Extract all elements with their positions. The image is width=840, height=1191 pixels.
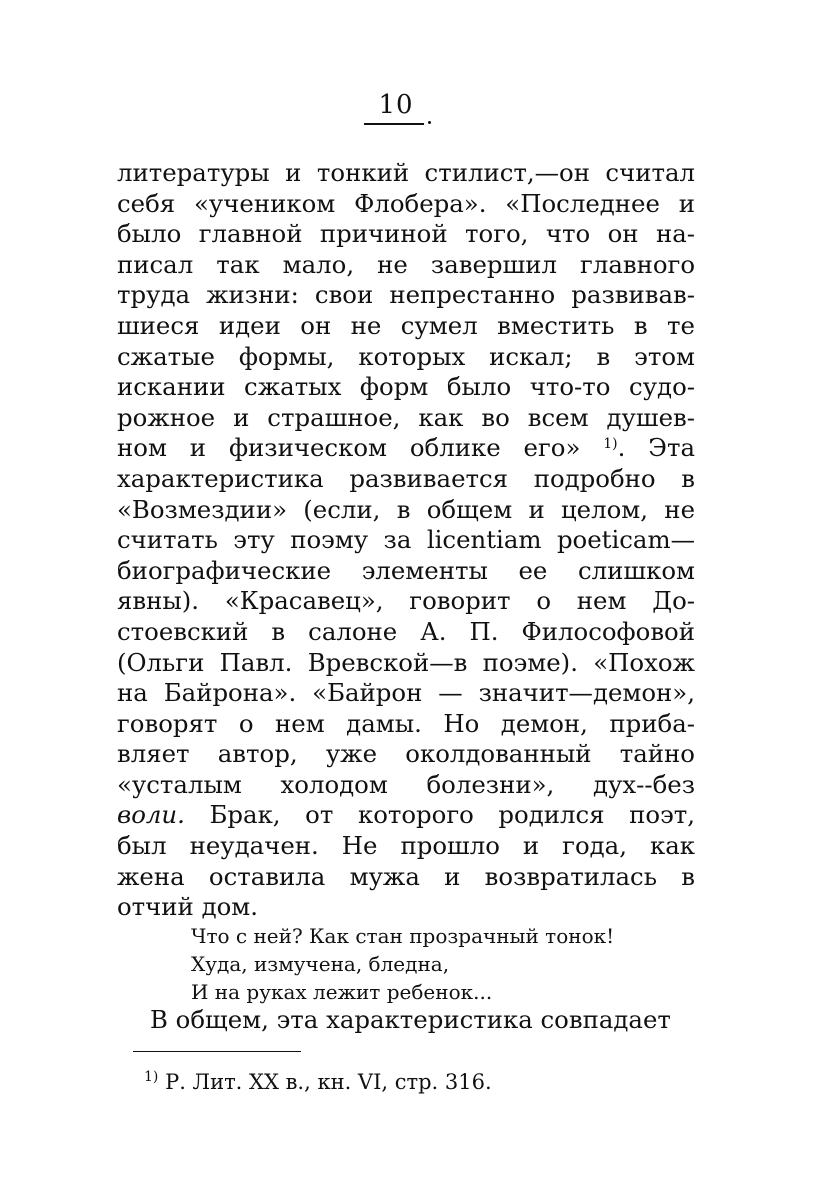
- page-number-rule: [364, 123, 424, 125]
- poem-line: Худа, измучена, бледна,: [191, 952, 450, 976]
- main-paragraph: [117, 158, 695, 923]
- text-line: отчий дом.: [117, 892, 258, 922]
- text-line: явны). «Красавец», говорит о нем До-: [117, 586, 695, 616]
- text-line-with-italic: [117, 800, 695, 831]
- footnote-marker: 1): [144, 1069, 159, 1085]
- text-line: на Байрона». «Байрон — значит—демон»,: [117, 678, 695, 708]
- text-line: стоевский в салоне А. П. Философовой: [117, 616, 695, 646]
- footnote: [144, 1068, 492, 1096]
- text-line: был неудачен. Не прошло и года, как: [117, 831, 695, 861]
- text-line: вляет автор, уже околдованный тайно: [117, 739, 695, 769]
- italic-word: воли.: [117, 800, 185, 830]
- text-line: писал так мало, не завершил главного: [117, 249, 695, 279]
- page-number-dot: [428, 121, 431, 124]
- text-line: (Ольги Павл. Вревской—в поэме). «Похож: [117, 647, 695, 677]
- footnote-rule: [133, 1051, 301, 1052]
- page-number: 10: [378, 90, 414, 120]
- text-line: «Возмездии» (если, в общем и целом, не: [117, 494, 695, 524]
- text-line: «усталым холодом болезни», дух--без: [117, 769, 695, 799]
- text-line-with-footnote: ном и физическом облике его» $^{1)}$. Эта: [117, 433, 695, 463]
- text-fragment: ном и физическом облике его»: [117, 433, 581, 463]
- text-line: В общем, эта характеристика совпадает: [150, 1005, 671, 1034]
- text-line: сжатые формы, которых искал; в этом: [117, 341, 695, 371]
- text-line: рожное и страшное, как во всем душев-: [117, 402, 695, 432]
- text-line: считать эту поэму за licentiam poeticam—: [117, 525, 695, 555]
- footnote-reference: 1): [603, 436, 618, 453]
- text-line: шиеся идеи он не сумел вместить в те: [117, 310, 695, 340]
- text-line: жена оставила мужа и возвратилась в: [117, 861, 695, 891]
- text-line: характеристика развивается подробно в: [117, 463, 695, 493]
- text-line: себя «учеником Флобера». «Последнее и: [117, 188, 695, 218]
- footnote-text: Р. Лит. XX в., кн. VI, стр. 316.: [165, 1070, 492, 1094]
- poem-line: И на руках лежит ребенок...: [191, 980, 493, 1004]
- text-fragment: Брак, от которого родился поэт,: [209, 800, 695, 830]
- poem-quote: [191, 922, 691, 1006]
- continuation-paragraph: [150, 1005, 695, 1036]
- text-fragment: Эта: [648, 433, 695, 463]
- text-line: литературы и тонкий стилист,—он считал: [117, 158, 695, 187]
- text-line: говорят о нем дамы. Но демон, приба-: [117, 708, 695, 738]
- poem-line: Что с ней? Как стан прозрачный тонок!: [191, 924, 615, 948]
- text-line: биографические элементы ее слишком: [117, 555, 695, 585]
- text-line: было главной причиной того, что он на-: [117, 219, 695, 249]
- text-line: искании сжатых форм было что-то судо-: [117, 372, 695, 402]
- text-line: труда жизни: свои непрестанно развивав-: [117, 280, 695, 310]
